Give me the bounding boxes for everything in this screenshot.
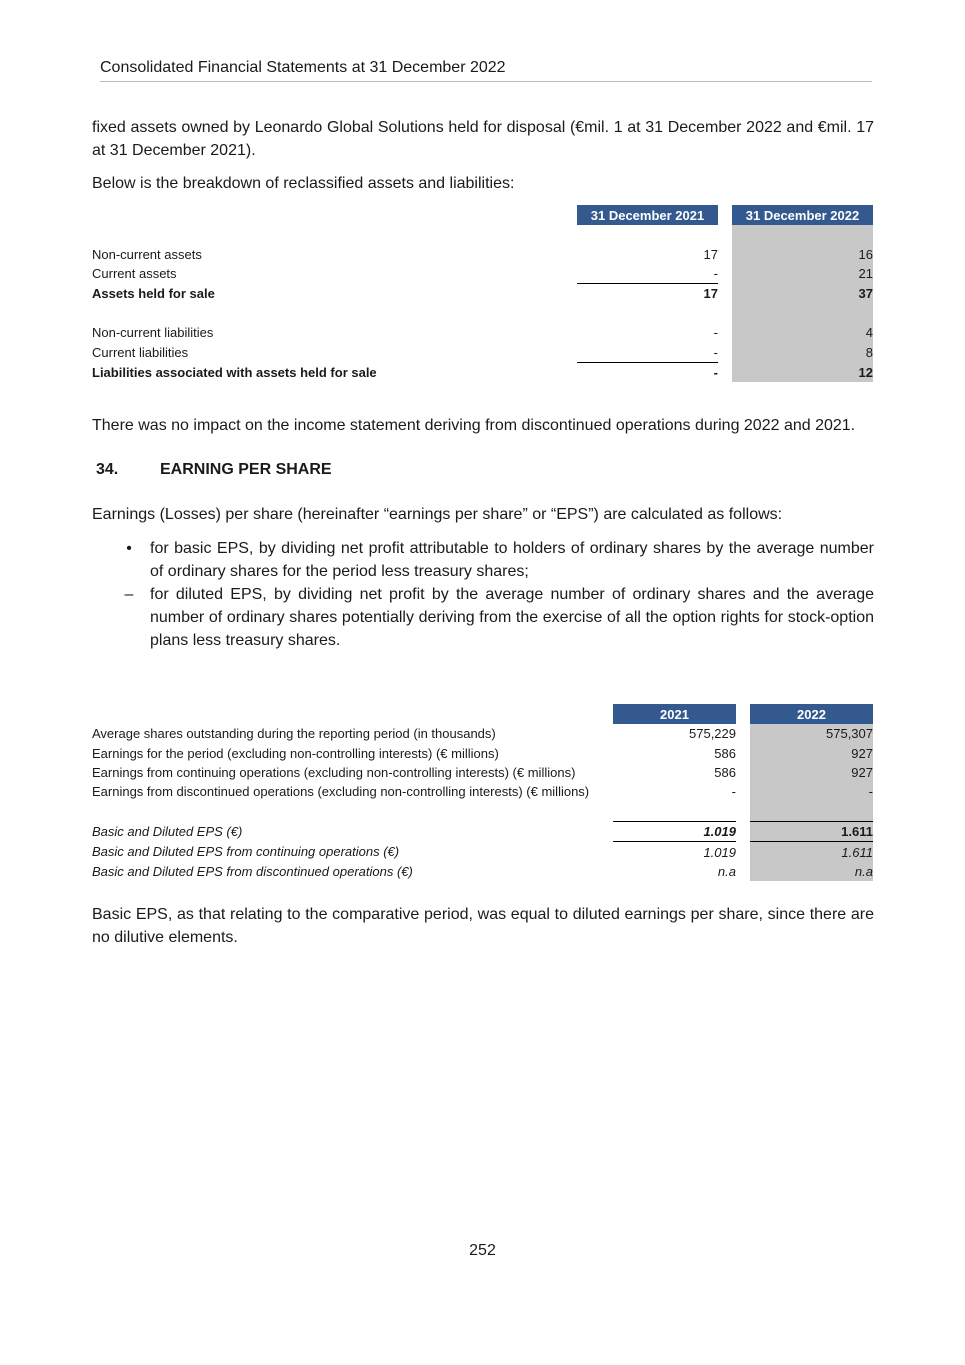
row-label: Assets held for sale xyxy=(92,286,215,302)
table-row xyxy=(92,342,873,362)
value-2022: 1.611 xyxy=(750,821,873,841)
bullet-marker: • xyxy=(126,540,132,557)
value-2021: - xyxy=(713,325,718,341)
list-item-text: for diluted EPS, by dividing net profit by the average number of ordinary shares and the average number of ordinary shares potentially deriving from the exercise of all the option rights for stock-option plans less treasury shares. xyxy=(150,586,874,649)
column-header-2021: 31 December 2021 xyxy=(577,205,718,225)
value-2022: 12 xyxy=(732,362,873,382)
value-2021: 586 xyxy=(714,745,736,761)
row-label: Current liabilities xyxy=(92,344,189,360)
closing-paragraph: Basic EPS, as that relating to the comparative period, was equal to diluted earnings per share, since there are no dilutive elements. xyxy=(92,906,874,946)
row-label: Current assets xyxy=(92,266,177,282)
value-2022: 927 xyxy=(750,743,873,762)
table-row xyxy=(92,821,873,841)
eps-intro: Earnings (Losses) per share (hereinafter “earnings per share” or “EPS”) are calculated as follows: xyxy=(92,506,783,523)
value-2021: n.a xyxy=(717,863,736,879)
value-2022: 16 xyxy=(732,244,873,263)
total-row xyxy=(92,284,873,304)
value-2022: 927 xyxy=(750,763,873,782)
breakdown-intro: Below is the breakdown of reclassified assets and liabilities: xyxy=(92,175,515,192)
spacer-row xyxy=(92,802,873,822)
list-item-text: for basic EPS, by dividing net profit attributable to holders of ordinary shares by the average number of ordinary shares for the period less treasury shares; xyxy=(150,540,874,580)
value-2022: 21 xyxy=(732,264,873,284)
value-2021: - xyxy=(713,364,718,380)
row-label: Basic and Diluted EPS (€) xyxy=(92,824,243,840)
section-title: EARNING PER SHARE xyxy=(160,461,332,478)
row-label: Earnings for the period (excluding non-controlling interests) (€ millions) xyxy=(92,745,499,761)
row-label: Liabilities associated with assets held for sale xyxy=(92,364,377,380)
table-row xyxy=(92,763,873,782)
table-row xyxy=(92,244,873,263)
row-label: Non-current assets xyxy=(92,246,202,262)
table-row xyxy=(92,842,873,862)
value-2021: 17 xyxy=(703,246,718,262)
value-2021: 17 xyxy=(703,286,718,302)
value-2022: - xyxy=(750,782,873,801)
eps-method-list xyxy=(92,537,874,652)
value-2022: 575,307 xyxy=(750,724,873,743)
column-header-2022: 31 December 2022 xyxy=(732,205,873,225)
value-2022: 8 xyxy=(732,342,873,362)
value-2021: 575,229 xyxy=(689,726,736,742)
column-header-2021: 2021 xyxy=(613,704,736,724)
value-2022: n.a xyxy=(750,862,873,881)
section-number: 34. xyxy=(96,461,119,478)
total-row xyxy=(92,362,873,382)
row-label: Basic and Diluted EPS from continuing operations (€) xyxy=(92,844,400,860)
table-row xyxy=(92,264,873,284)
value-2021: 1.019 xyxy=(613,821,736,841)
value-2022: 1.611 xyxy=(750,842,873,862)
column-header-2022: 2022 xyxy=(750,704,873,724)
row-label: Earnings from discontinued operations (excluding non-controlling interests) (€ millions) xyxy=(92,784,590,800)
assets-held-for-sale-table xyxy=(92,205,873,382)
list-item xyxy=(92,583,874,652)
impact-paragraph: There was no impact on the income statement deriving from discontinued operations during 2022 and 2021. xyxy=(92,417,856,434)
list-item xyxy=(92,537,874,583)
value-2021: - xyxy=(577,264,718,284)
value-2021: 586 xyxy=(714,764,736,780)
row-label: Earnings from continuing operations (excluding non-controlling interests) (€ millions) xyxy=(92,764,576,780)
table-header-row xyxy=(92,704,873,724)
value-2021: - xyxy=(577,342,718,362)
row-label: Average shares outstanding during the reporting period (in thousands) xyxy=(92,726,496,742)
page-number: 252 xyxy=(469,1242,496,1259)
table-header-row xyxy=(92,205,873,225)
value-2021: - xyxy=(731,784,736,800)
table-row xyxy=(92,862,873,881)
value-2022: 37 xyxy=(732,284,873,304)
spacer-row xyxy=(92,225,873,244)
value-2021: 1.019 xyxy=(703,844,736,860)
eps-table xyxy=(92,704,873,881)
row-label: Basic and Diluted EPS from discontinued operations (€) xyxy=(92,863,413,879)
spacer-row xyxy=(92,304,873,323)
value-2022: 4 xyxy=(732,323,873,342)
page-header: Consolidated Financial Statements at 31 December 2022 xyxy=(100,57,872,82)
section-heading xyxy=(96,458,332,482)
intro-paragraph: fixed assets owned by Leonardo Global Solutions held for disposal (€mil. 1 at 31 December 2022 and €mil. 17 at 31 December 2021). xyxy=(92,119,874,159)
table-row xyxy=(92,743,873,762)
table-row xyxy=(92,782,873,801)
table-row xyxy=(92,323,873,342)
table-row xyxy=(92,724,873,743)
dash-marker: – xyxy=(124,586,134,603)
row-label: Non-current liabilities xyxy=(92,325,214,341)
